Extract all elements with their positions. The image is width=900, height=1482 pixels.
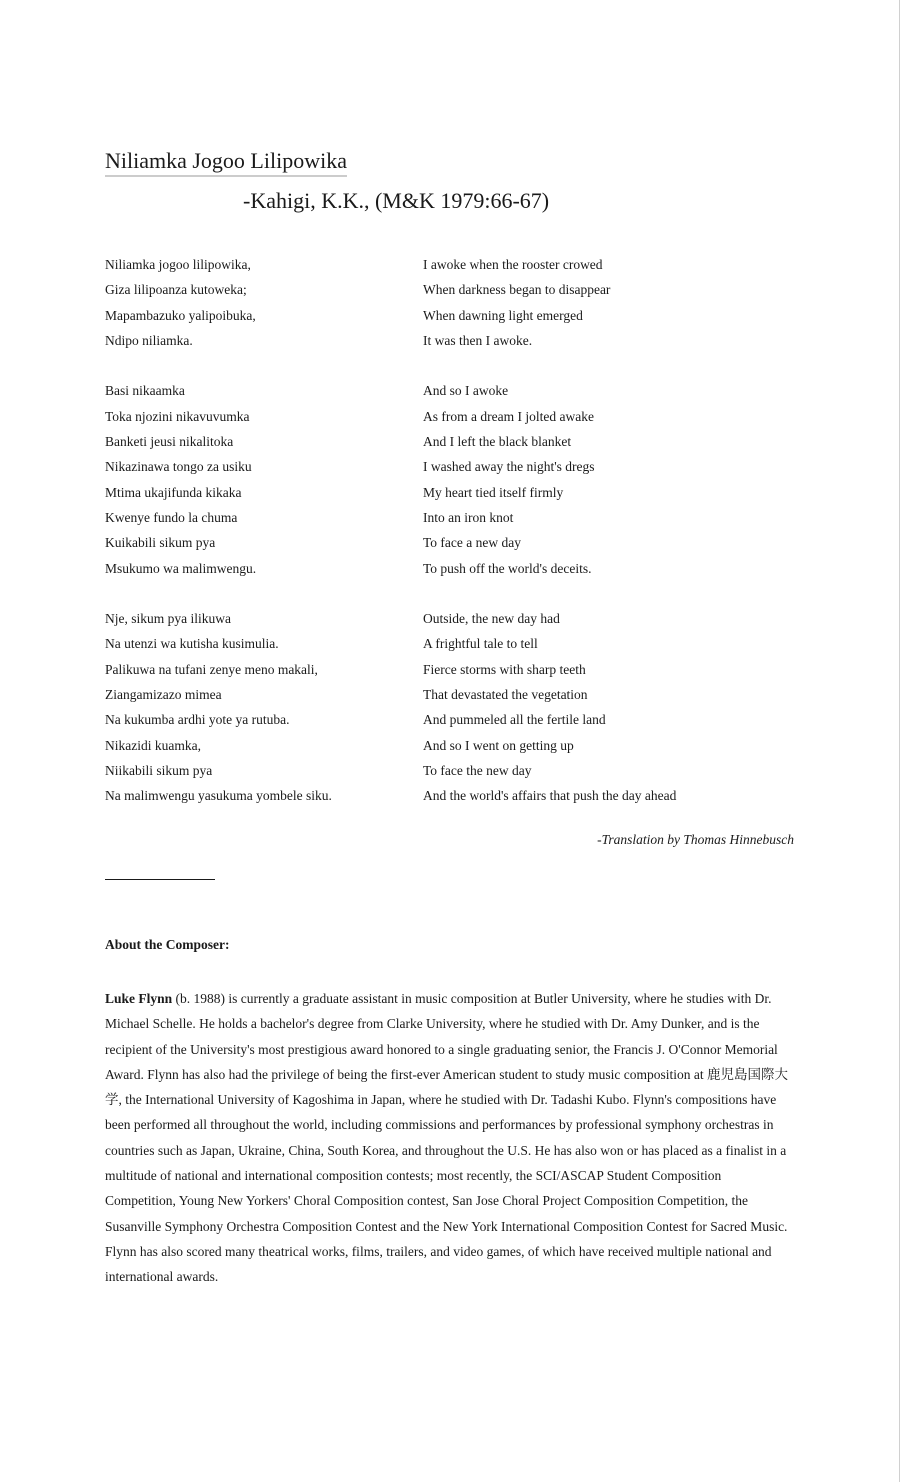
swahili-line: Palikuwa na tufani zenye meno makali, <box>105 661 318 677</box>
english-stanza <box>423 252 803 353</box>
swahili-line: Basi nikaamka <box>105 383 185 399</box>
english-translation-column <box>423 252 803 834</box>
swahili-stanza <box>105 606 405 808</box>
swahili-line: Ziangamizazo mimea <box>105 687 222 703</box>
swahili-line: Na utenzi wa kutisha kusimulia. <box>105 636 279 652</box>
translation-credit: -Translation by Thomas Hinnebusch <box>597 832 794 847</box>
swahili-line: Toka njozini nikavuvumka <box>105 408 250 424</box>
swahili-line: Niliamka jogoo lilipowika, <box>105 257 251 272</box>
swahili-line: Kwenye fundo la chuma <box>105 509 238 525</box>
english-line: And I left the black blanket <box>423 434 572 450</box>
english-stanza <box>423 606 803 808</box>
english-line: That devastated the vegetation <box>423 687 588 703</box>
swahili-line: Banketi jeusi nikalitoka <box>105 434 234 450</box>
swahili-line: Msukumo wa malimwengu. <box>105 560 257 576</box>
swahili-line: Kuikabili sikum pya <box>105 535 216 551</box>
swahili-line: Nikazidi kuamka, <box>105 737 201 753</box>
swahili-line: Nje, sikum pya ilikuwa <box>105 611 231 627</box>
english-line: As from a dream I jolted awake <box>423 408 594 424</box>
english-stanza <box>423 378 803 580</box>
section-divider <box>105 879 215 880</box>
english-line: When darkness began to disappear <box>423 282 611 298</box>
swahili-line: Na kukumba ardhi yote ya rutuba. <box>105 712 290 728</box>
english-line: And the world's affairs that push the day ahead <box>423 788 677 804</box>
english-line: To face a new day <box>423 535 522 551</box>
swahili-line: Mapambazuko yalipoibuka, <box>105 307 256 323</box>
poem-title: Niliamka Jogoo Lilipowika <box>105 148 347 177</box>
swahili-line: Na malimwengu yasukuma yombele siku. <box>105 788 332 804</box>
about-composer-heading: About the Composer: <box>105 937 230 952</box>
english-line: Into an iron knot <box>423 509 514 525</box>
swahili-stanza <box>105 252 405 353</box>
swahili-line: Niikabili sikum pya <box>105 762 213 778</box>
english-line: I awoke when the rooster crowed <box>423 257 603 272</box>
english-line: I washed away the night's dregs <box>423 459 595 475</box>
english-line: And so I went on getting up <box>423 737 574 753</box>
english-line: And so I awoke <box>423 383 509 399</box>
swahili-line: Ndipo niliamka. <box>105 332 193 348</box>
english-line: And pummeled all the fertile land <box>423 712 606 728</box>
english-line: Fierce storms with sharp teeth <box>423 661 586 677</box>
swahili-line: Mtima ukajifunda kikaka <box>105 484 242 500</box>
english-line: Outside, the new day had <box>423 611 560 627</box>
poem-attribution: -Kahigi, K.K., (M&K 1979:66-67) <box>243 188 550 213</box>
swahili-text-column <box>105 252 405 834</box>
english-line: To push off the world's deceits. <box>423 560 592 576</box>
swahili-line: Nikazinawa tongo za usiku <box>105 459 252 475</box>
english-line: A frightful tale to tell <box>423 636 538 652</box>
english-line: When dawning light emerged <box>423 307 583 323</box>
composer-bio-text: (b. 1988) is currently a graduate assistant in music composition at Butler University, where he studies with Dr. Michael Schelle. He holds a bachelor's degree from Clarke University, where he studied with Dr. Amy Dunker, and is the recipient of the University's most prestigious award honored to a single graduating senior, the Francis J. O'Connor Memorial Award. Flynn has also had the privilege of being the first-ever American student to study music composition at 鹿児島国際大学, the International University of Kagoshima in Japan, where he studied with Dr. Tadashi Kubo. Flynn's compositions have been performed all throughout the world, including commissions and performances by professional symphony orchestras in countries such as Japan, Ukraine, China, South Korea, and throughout the U.S. He has also won or has placed as a finalist in a multitude of national and international composition contests; most recently, the SCI/ASCAP Student Composition Competition, Young New Yorkers' Choral Composition contest, San Jose Choral Project Composition Competition, the Susanville Symphony Orchestra Composition Contest and the New York International Composition Contest for Sacred Music. Flynn has also scored many theatrical works, films, trailers, and video games, of which have received multiple national and international awards. <box>105 991 789 1285</box>
composer-name: Luke Flynn <box>105 991 173 1006</box>
english-line: My heart tied itself firmly <box>423 484 564 500</box>
swahili-line: Giza lilipoanza kutoweka; <box>105 282 247 298</box>
english-line: To face the new day <box>423 762 532 778</box>
composer-bio <box>105 986 795 1290</box>
swahili-stanza <box>105 378 405 580</box>
english-line: It was then I awoke. <box>423 332 533 348</box>
